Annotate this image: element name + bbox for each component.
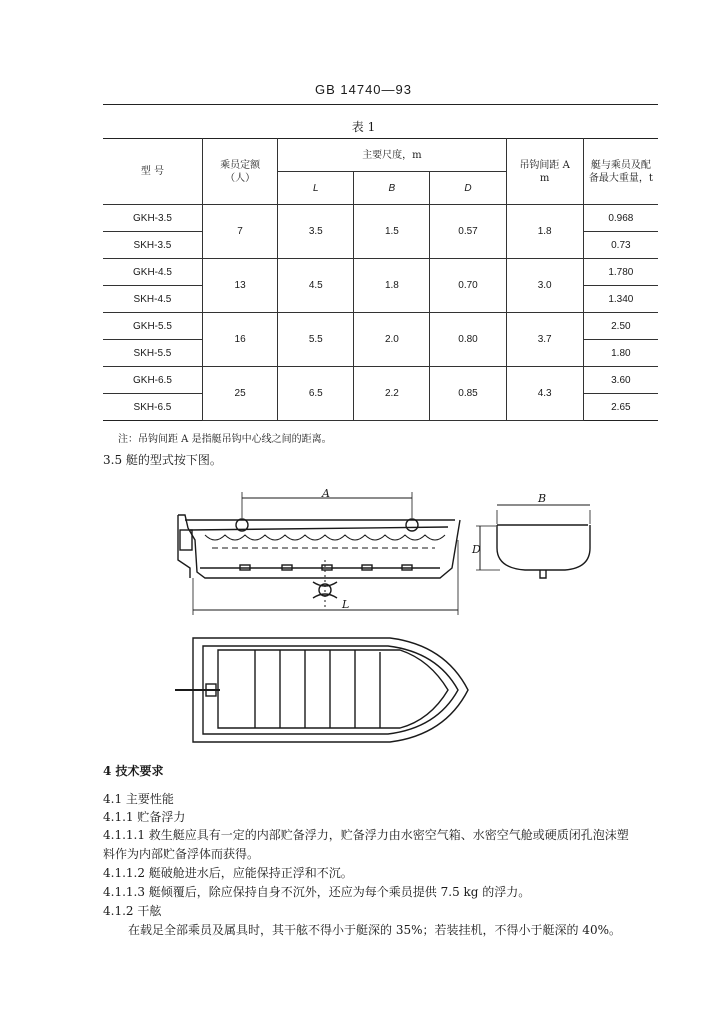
header-main-dims: 主要尺度，m [278,139,506,172]
L-cell: 6.5 [278,367,354,421]
L-cell: 3.5 [278,205,354,259]
cross-section-drawing [476,505,590,578]
weight-cell: 3.60 [583,367,658,394]
D-cell: 0.80 [430,313,506,367]
section-4-1-2: 4.1.2 干舷 [103,904,162,918]
weight-cell: 0.73 [583,232,658,259]
A-cell: 3.0 [506,259,583,313]
standard-number: GB 14740—93 [314,82,412,97]
B-cell: 2.2 [354,367,430,421]
capacity-cell: 16 [202,313,277,367]
capacity-cell: 7 [202,205,277,259]
model-cell: GKH-3.5 [103,205,202,232]
weight-cell: 2.65 [583,394,658,421]
table-caption: 表 1 [351,120,376,134]
model-cell: SKH-4.5 [103,286,202,313]
section-4-1-1: 4.1.1 贮备浮力 [103,810,186,824]
section-4-1-1-2: 4.1.1.2 艇破舱进水后，应能保持正浮和不沉。 [103,866,353,880]
model-cell: GKH-6.5 [103,367,202,394]
label-L: L [342,598,350,611]
header-L: L [278,172,354,205]
header-model: 型 号 [103,139,202,205]
B-cell: 1.8 [354,259,430,313]
A-cell: 3.7 [506,313,583,367]
weight-cell: 2.50 [583,313,658,340]
capacity-cell: 13 [202,259,277,313]
header-B: B [354,172,430,205]
section-4-1-1-1-line1: 4.1.1.1 救生艇应具有一定的内部贮备浮力，贮备浮力由水密空气箱、水密空气舱或硬质闭孔泡沫塑 [103,828,629,842]
label-D: D [472,543,481,556]
header-capacity: 乘员定额 （人） [202,139,277,205]
D-cell: 0.85 [430,367,506,421]
header-hook-spacing: 吊钩间距 A m [506,139,583,205]
section-3-5: 3.5 艇的型式按下图。 [103,453,222,467]
model-cell: SKH-5.5 [103,340,202,367]
label-A: A [322,487,330,500]
A-cell: 4.3 [506,367,583,421]
model-cell: SKH-6.5 [103,394,202,421]
D-cell: 0.57 [430,205,506,259]
side-elevation-drawing [178,492,460,615]
weight-cell: 0.968 [583,205,658,232]
model-cell: GKH-5.5 [103,313,202,340]
B-cell: 2.0 [354,313,430,367]
weight-cell: 1.80 [583,340,658,367]
weight-cell: 1.780 [583,259,658,286]
B-cell: 1.5 [354,205,430,259]
L-cell: 4.5 [278,259,354,313]
model-cell: GKH-4.5 [103,259,202,286]
section-4-1-2-text: 在载足全部乘员及属具时，其干舷不得小于艇深的 35%；若装挂机，不得小于艇深的 40%。 [128,923,621,937]
model-cell: SKH-3.5 [103,232,202,259]
label-B: B [538,492,547,505]
header-D: D [430,172,506,205]
weight-cell: 1.340 [583,286,658,313]
D-cell: 0.70 [430,259,506,313]
table-note: 注：吊钩间距 A 是指艇吊钩中心线之间的距离。 [118,434,332,445]
section-4-heading: 4 技术要求 [103,764,164,778]
capacity-cell: 25 [202,367,277,421]
section-4-1: 4.1 主要性能 [103,792,174,806]
A-cell: 1.8 [506,205,583,259]
L-cell: 5.5 [278,313,354,367]
section-4-1-1-1-line2: 料作为内部贮备浮体而获得。 [103,847,260,861]
section-4-1-1-3: 4.1.1.3 艇倾覆后，除应保持自身不沉外，还应为每个乘员提供 7.5 kg 的浮力。 [103,885,531,899]
plan-view-drawing [175,638,468,742]
header-max-weight: 艇与乘员及配 备最大重量，t [583,139,658,205]
